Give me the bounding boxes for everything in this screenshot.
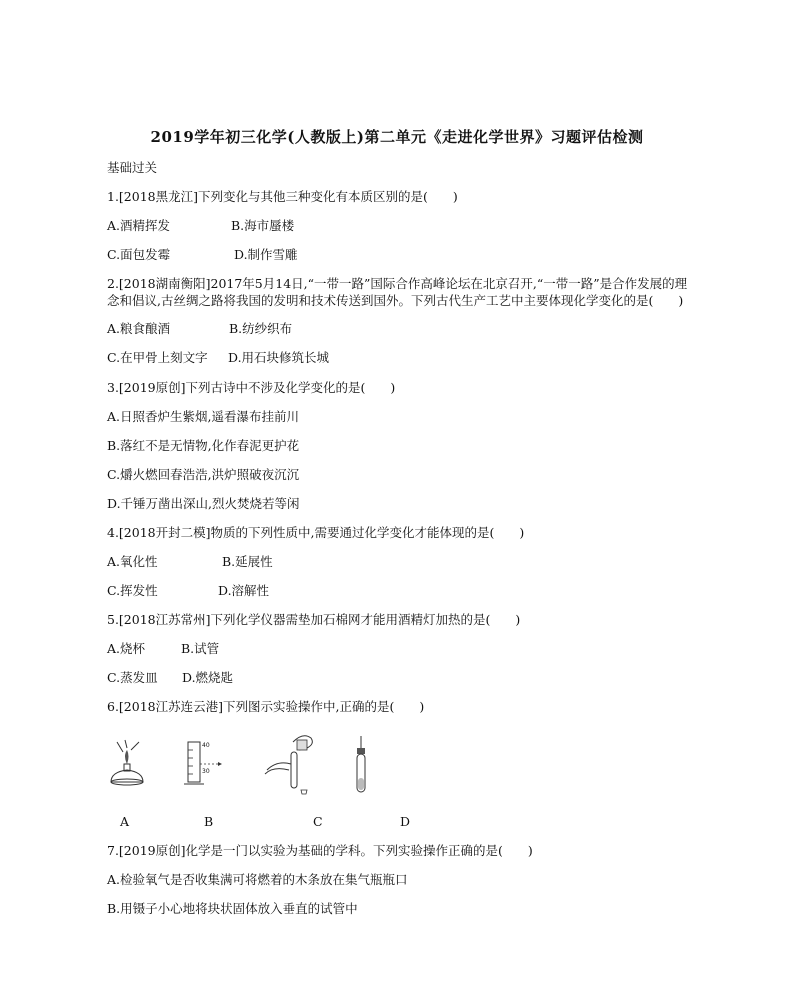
question-1-option-a: A.酒精挥发	[107, 218, 171, 233]
question-1-option-d: D.制作雪雕	[234, 247, 298, 262]
question-2-stem-line-1: 2.[2018湖南衡阳]2017年5月14日,“一带一路”国际合作高峰论坛在北京召开,“一带一路”是合作发展的理	[107, 276, 688, 291]
cylinder-tick-40: 40	[202, 742, 210, 749]
figure-label-c: C	[313, 814, 323, 829]
question-3-option-c: C.爝火燃回春浩浩,洪炉照破夜沉沉	[107, 467, 300, 482]
question-2-option-d: D.用石块修筑长城	[228, 350, 330, 365]
question-5-stem: 5.[2018江苏常州]下列化学仪器需垫加石棉网才能用酒精灯加热的是( )	[107, 612, 521, 627]
question-5-option-d: D.燃烧匙	[182, 670, 234, 685]
question-6-stem: 6.[2018江苏连云港]下列图示实验操作中,正确的是( )	[107, 699, 425, 714]
question-3-option-d: D.千锤万凿出深山,烈火焚烧若等闲	[107, 496, 300, 511]
question-1-stem: 1.[2018黑龙江]下列变化与其他三种变化有本质区别的是( )	[107, 189, 458, 204]
question-5-option-c: C.蒸发皿	[107, 670, 158, 685]
question-5-option-a: A.烧杯	[107, 641, 146, 656]
question-7-option-a: A.检验氧气是否收集满可将燃着的木条放在集气瓶瓶口	[107, 872, 408, 887]
question-7-option-b: B.用镊子小心地将块状固体放入垂直的试管中	[107, 901, 358, 916]
question-3-option-b: B.落红不是无情物,化作春泥更护花	[107, 438, 300, 453]
question-4-option-a: A.氧化性	[107, 554, 158, 569]
alcohol-lamp-figure-a	[103, 738, 151, 790]
question-2-option-b: B.纺纱织布	[229, 321, 293, 336]
question-1-option-c: C.面包发霉	[107, 247, 171, 262]
section-heading: 基础过关	[107, 160, 158, 175]
question-3-option-a: A.日照香炉生紫烟,遥看瀑布挂前川	[107, 409, 299, 424]
question-4-option-b: B.延展性	[222, 554, 273, 569]
question-4-stem: 4.[2018开封二模]物质的下列性质中,需要通过化学变化才能体现的是( )	[107, 525, 525, 540]
question-6-figures	[95, 728, 425, 798]
figure-label-d: D	[400, 814, 411, 829]
question-4-option-c: C.挥发性	[107, 583, 158, 598]
question-4-option-d: D.溶解性	[218, 583, 270, 598]
test-tube-figure-d	[349, 734, 373, 794]
question-5-option-b: B.试管	[181, 641, 220, 656]
cylinder-tick-30: 30	[202, 768, 210, 775]
figure-label-a: A	[120, 814, 130, 829]
question-3-stem: 3.[2019原创]下列古诗中不涉及化学变化的是( )	[107, 380, 396, 395]
page-title: 2019学年初三化学(人教版上)第二单元《走进化学世界》习题评估检测	[150, 128, 644, 146]
question-2-option-c: C.在甲骨上刻文字	[107, 350, 208, 365]
question-7-stem: 7.[2019原创]化学是一门以实验为基础的学科。下列实验操作正确的是( )	[107, 843, 533, 858]
question-2-stem-line-2: 念和倡议,古丝绸之路将我国的发明和技术传送到国外。下列古代生产工艺中主要体现化学变化的是( )	[107, 293, 684, 308]
question-2-option-a: A.粮食酿酒	[107, 321, 171, 336]
figure-label-b: B	[204, 814, 214, 829]
test-tube-figure-c	[263, 730, 321, 798]
question-1-option-b: B.海市蜃楼	[231, 218, 295, 233]
